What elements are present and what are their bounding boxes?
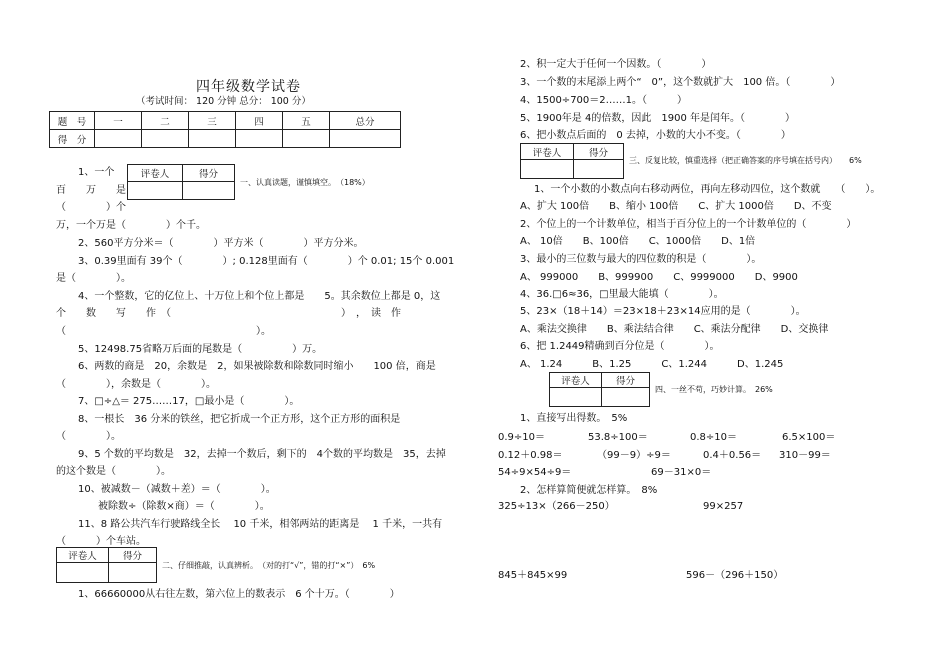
question-10a: 10、被减数－（减数＋差）＝（ ）。	[78, 484, 276, 495]
section-3-title: 三、反复比较，慎重选择（把正确答案的序号填在括号内） 6%	[629, 156, 862, 165]
calc-item: 310－99＝	[779, 450, 831, 461]
grader-label: 评卷人	[550, 373, 602, 388]
section-4-title: 四、一丝不苟，巧妙计算。 26%	[655, 385, 773, 394]
expression: 325÷13×（266－250）	[498, 501, 615, 512]
score-cell[interactable]	[142, 130, 189, 148]
question-8a: 8、一根长 36 分米的铁丝，把它折成一个正方形，这个正方形的面积是	[78, 414, 401, 425]
score-cell[interactable]	[189, 130, 236, 148]
question-3a: 3、0.39里面有 39个（ ）; 0.128里面有（ ）个 0.01; 15个 0.001	[78, 256, 455, 267]
score-header-cell: 二	[142, 112, 189, 130]
question-1a: 1、一个	[78, 167, 115, 178]
grader-cell[interactable]	[550, 388, 602, 407]
question-5: 5、12498.75省略万后面的尾数是（ ）万。	[78, 344, 323, 355]
calc-item: （99－9）÷9＝	[597, 450, 671, 461]
choice-3-options: A、 999000 B、999900 C、9999000 D、9900	[520, 272, 798, 283]
question-7: 7、□÷△＝ 275……17，□最小是（ ）。	[78, 396, 300, 407]
grader-box	[549, 372, 650, 407]
question-10b: 被除数÷（除数×商）＝（ ）。	[98, 501, 270, 512]
grader-label: 评卷人	[128, 165, 183, 182]
exam-info: （考试时间： 120 分钟 总分： 100 分）	[136, 96, 311, 107]
calc-part-2: 2、怎样算简便就怎样算。 8%	[520, 485, 658, 496]
question-6b: （ ），余数是（ ）。	[56, 379, 216, 390]
page-title: 四年级数学试卷	[196, 79, 301, 95]
calc-item: 0.9÷10＝	[498, 432, 546, 443]
score-header-cell: 四	[236, 112, 283, 130]
choice-2: 2、个位上的一个计数单位，相当于百分位上的一个计数单位的（ ）	[520, 219, 857, 230]
score-table	[49, 111, 401, 148]
judge-4: 4、1500÷700＝2……1。（ ）	[520, 95, 688, 106]
score-header-cell: 题 号	[50, 112, 95, 130]
score-cell[interactable]	[283, 130, 330, 148]
judge-1: 1、66660000从右往左数，第六位上的数表示 6 个十万。（ ）	[78, 589, 400, 600]
calc-item: 54÷9×54÷9＝	[498, 467, 572, 478]
calc-item: 0.12＋0.98＝	[498, 450, 563, 461]
score-cell[interactable]	[95, 130, 142, 148]
score-cell[interactable]	[183, 182, 235, 200]
choice-6: 6、把 1.2449精确到百分位是（ ）。	[520, 341, 720, 352]
score-row-label: 得 分	[50, 130, 95, 148]
grader-cell[interactable]	[128, 182, 183, 200]
grader-box	[520, 143, 624, 179]
choice-6-options: A、 1.24 B、1.25 C、1.244 D、1.245	[520, 359, 784, 370]
question-4c: （ ）。	[56, 326, 271, 337]
judge-3: 3、一个数的末尾添上两个“ 0”，这个数就扩大 100 倍。（ ）	[520, 77, 841, 88]
calc-item: 69－31×0＝	[651, 467, 712, 478]
question-1d: 万，一个万是（ ）个千。	[56, 220, 206, 231]
question-4a: 4、一个整数，它的亿位上、十万位上和个位上都是 5。其余数位上都是 0，这	[78, 291, 441, 302]
score-header-cell: 五	[283, 112, 330, 130]
grader-box	[56, 547, 157, 583]
question-9b: 的这个数是（ ）。	[56, 466, 171, 477]
question-9a: 9、5 个数的平均数是 32，去掉一个数后，剩下的 4个数的平均数是 35，去掉	[78, 449, 446, 460]
grader-cell[interactable]	[57, 563, 109, 583]
judge-6: 6、把小数点后面的 0 去掉，小数的大小不变。（ ）	[520, 130, 791, 141]
question-1b: 百 万 是	[56, 185, 126, 196]
question-8b: （ ）。	[56, 431, 121, 442]
choice-5-options: A、乘法交换律 B、乘法结合律 C、乘法分配律 D、交换律	[520, 324, 829, 335]
choice-4: 4、36.□6≈36，□里最大能填（ ）。	[520, 289, 724, 300]
score-cell[interactable]	[109, 563, 157, 583]
score-header-cell: 一	[95, 112, 142, 130]
score-cell[interactable]	[574, 160, 624, 179]
question-11a: 11、8 路公共汽车行驶路线全长 10 千米，相邻两站的距离是 1 千米，一共有	[78, 519, 443, 530]
expression: 99×257	[703, 501, 744, 512]
section-2-title: 二、仔细推敲，认真辨析。 （对的打“√”，错的打“×”） 6%	[162, 561, 376, 570]
grader-cell[interactable]	[521, 160, 574, 179]
expression: 596－（296＋150）	[686, 570, 784, 581]
grader-box	[127, 164, 235, 200]
choice-2-options: A、 10倍 B、100倍 C、1000倍 D、1倍	[520, 236, 756, 247]
choice-1-options: A、扩大 100倍 B、缩小 100倍 C、扩大 1000倍 D、不变	[520, 201, 832, 212]
question-2: 2、560平方分米＝（ ）平方米（ ）平方分米。	[78, 238, 364, 249]
question-3b: 是（ ）。	[56, 273, 131, 284]
score-label: 得分	[109, 548, 157, 563]
score-label: 得分	[183, 165, 235, 182]
score-header-cell: 三	[189, 112, 236, 130]
choice-5: 5、23×（18＋14）＝23×18＋23×14应用的是（ ）。	[520, 306, 806, 317]
calc-item: 6.5×100＝	[782, 432, 836, 443]
calc-item: 53.8÷100＝	[588, 432, 648, 443]
score-label: 得分	[574, 144, 624, 160]
score-cell[interactable]	[602, 388, 650, 407]
grader-label: 评卷人	[57, 548, 109, 563]
grader-label: 评卷人	[521, 144, 574, 160]
question-4b: 个 数 写 作 （ ） ， 读 作	[56, 308, 401, 319]
calc-item: 0.4＋0.56＝	[703, 450, 762, 461]
question-1c: （ ）个	[56, 202, 126, 213]
question-6a: 6、两数的商是 20，余数是 2，如果被除数和除数同时缩小 100 倍，商是	[78, 361, 436, 372]
calc-item: 0.8÷10＝	[690, 432, 738, 443]
section-1-title: 一、认真读题，谨慎填空。 （18%）	[240, 178, 370, 187]
calc-part-1: 1、直接写出得数。 5%	[520, 413, 628, 424]
choice-1: 1、一个小数的小数点向右移动两位，再向左移动四位，这个数就 （ ）。	[534, 184, 881, 195]
judge-2: 2、积一定大于任何一个因数。（ ）	[520, 59, 712, 70]
score-cell[interactable]	[236, 130, 283, 148]
judge-5: 5、1900年是 4的倍数，因此 1900 年是闰年。（ ）	[520, 113, 795, 124]
score-label: 得分	[602, 373, 650, 388]
question-11b: （ ）个车站。	[56, 536, 146, 547]
score-cell[interactable]	[330, 130, 401, 148]
score-header-cell: 总分	[330, 112, 401, 130]
choice-3: 3、最小的三位数与最大的四位数的积是（ ）。	[520, 254, 762, 265]
expression: 845＋845×99	[498, 570, 568, 581]
